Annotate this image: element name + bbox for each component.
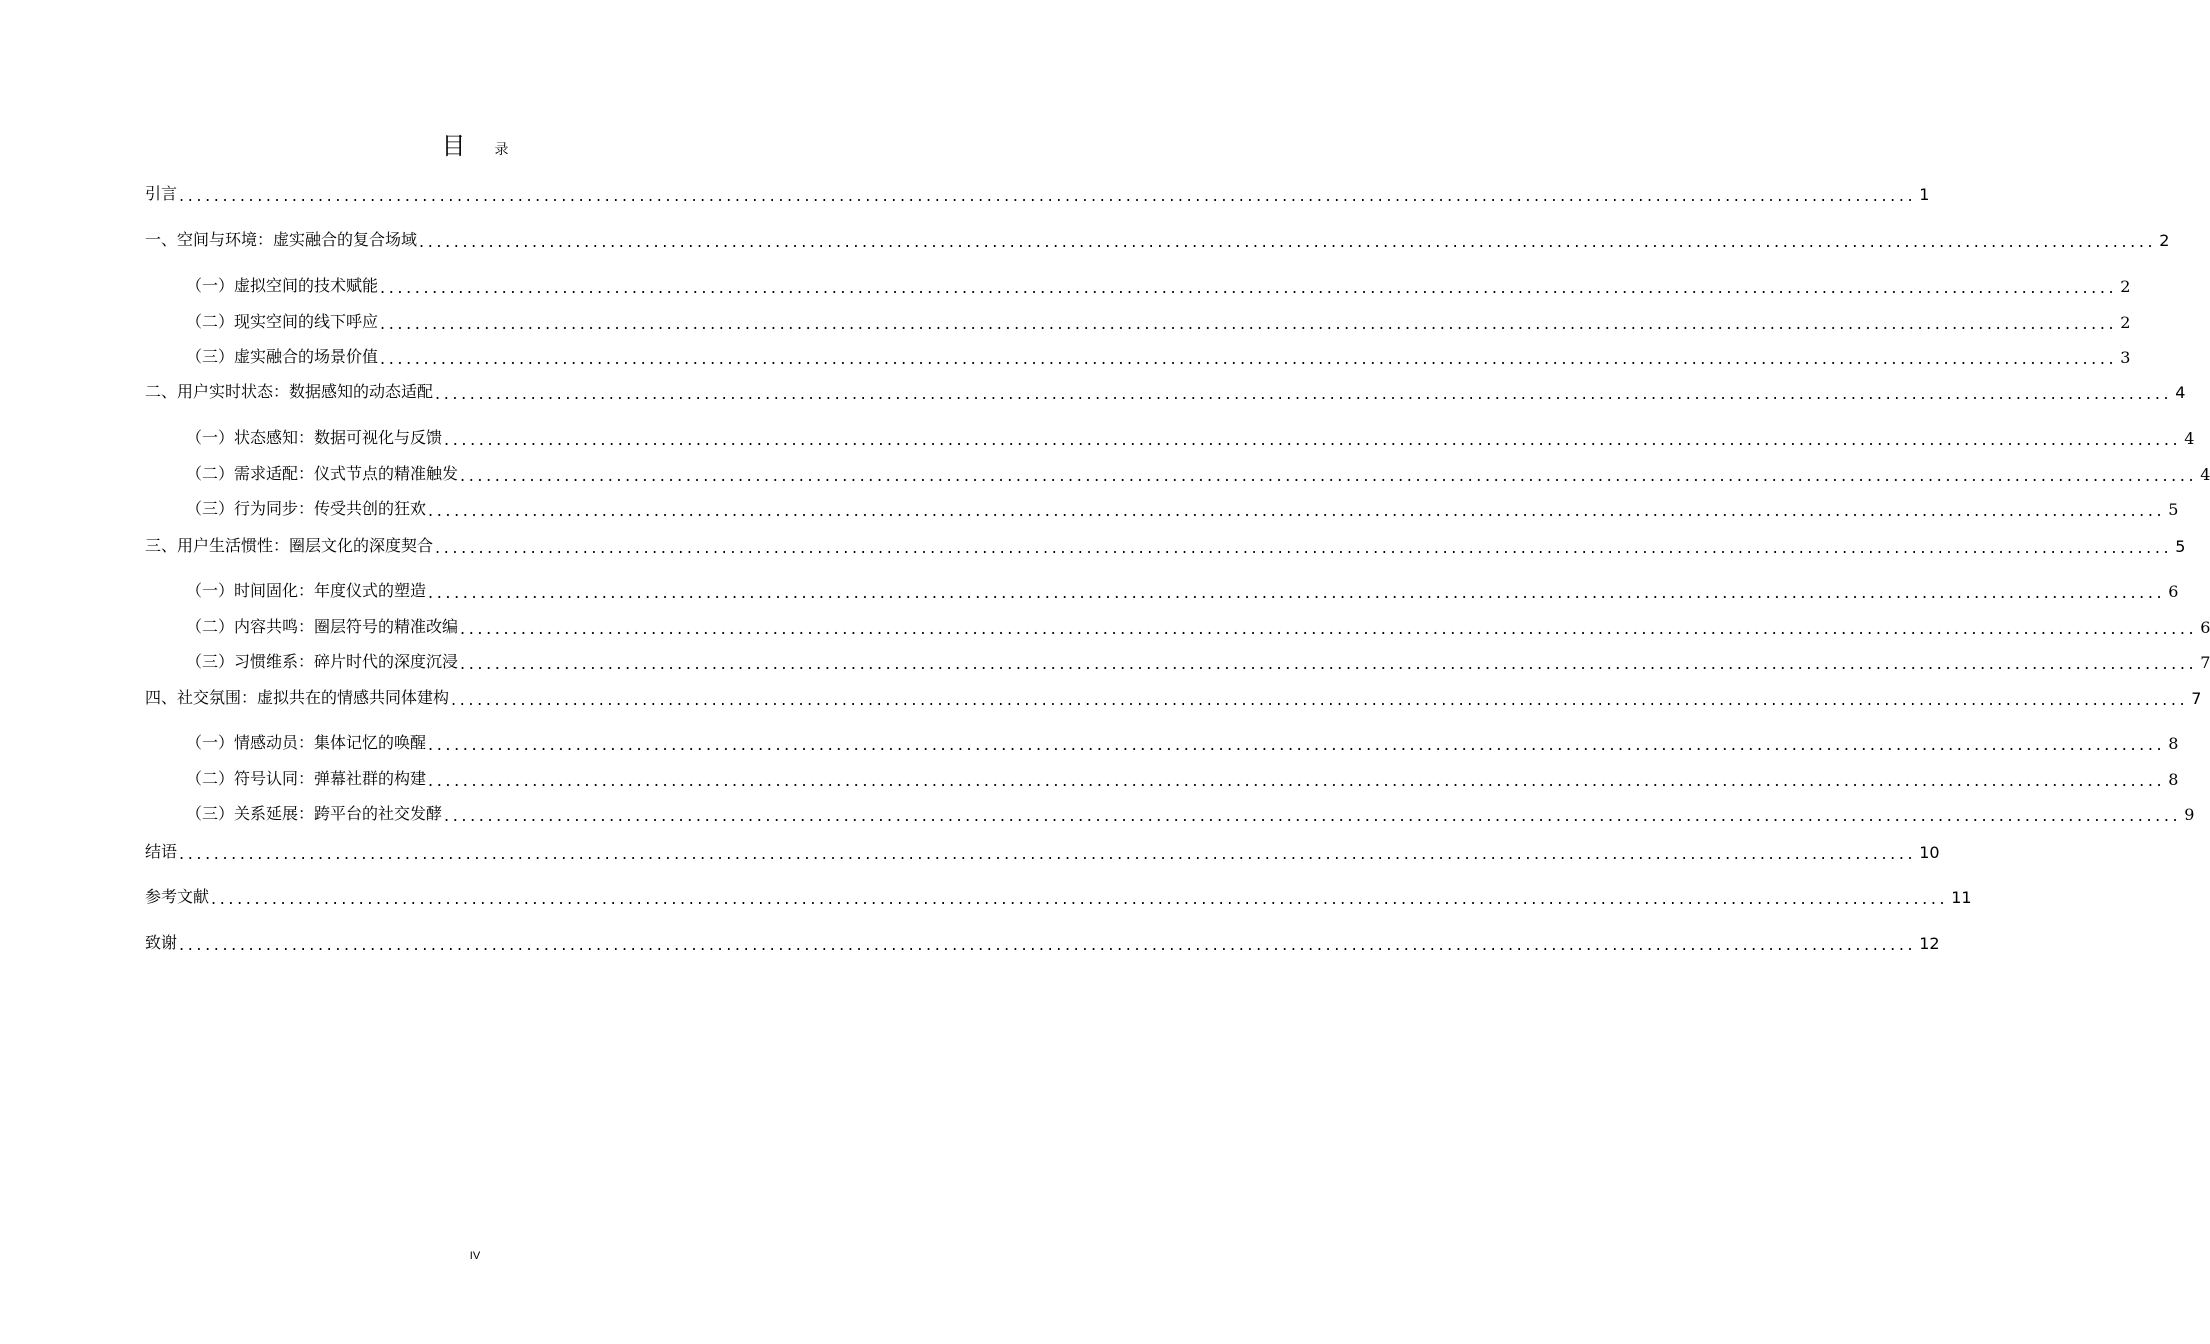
toc-entry-number: （二） (186, 769, 235, 788)
toc-leader-dots: ........................................................................................................................................................................................................ (451, 690, 2189, 709)
toc-entry-page: 5 (2168, 500, 2179, 519)
toc-entry[interactable] (145, 836, 1940, 863)
page-title (0, 126, 950, 161)
toc-leader-dots: ........................................................................................................................................................................................................ (211, 889, 1949, 908)
toc-leader-dots: ........................................................................................................................................................................................................ (444, 806, 2182, 825)
toc-leader-dots: ........................................................................................................................................................................................................ (435, 384, 2173, 403)
toc-entry-page: 4 (2200, 465, 2210, 484)
toc-entry[interactable] (186, 270, 2131, 297)
toc-entry-title: 需求适配：仪式节点的精准触发 (234, 464, 459, 483)
toc-entry[interactable] (145, 927, 1940, 954)
toc-entry-number: 二、 (145, 382, 178, 401)
toc-entry-title: 行为同步：传受共创的狂欢 (234, 499, 427, 518)
toc-entry-title: 用户实时状态：数据感知的动态适配 (177, 382, 434, 401)
toc-entry-number: （一） (186, 733, 235, 752)
toc-leader-dots: ........................................................................................................................................................................................................ (428, 771, 2166, 790)
toc-leader-dots: ........................................................................................................................................................................................................ (460, 654, 2198, 673)
toc-entry[interactable] (186, 341, 2131, 368)
toc-entry[interactable] (186, 646, 2210, 673)
toc-leader-dots: ........................................................................................................................................................................................................ (179, 844, 1917, 863)
toc-entry-page: 9 (2184, 805, 2195, 824)
toc-entry-number: （三） (186, 499, 235, 518)
toc-leader-dots: ........................................................................................................................................................................................................ (444, 430, 2182, 449)
toc-entry-number: （一） (186, 428, 235, 447)
toc-entry-title: 虚实融合的场景价值 (234, 347, 379, 366)
toc-entry-page: 2 (2120, 277, 2131, 296)
toc-entry-title: 用户生活惯性：圈层文化的深度契合 (177, 536, 434, 555)
toc-entry[interactable] (186, 763, 2179, 790)
toc-entry-page: 1 (1919, 185, 1930, 204)
toc-leader-dots: ........................................................................................................................................................................................................ (460, 619, 2198, 638)
toc-entry-page: 7 (2200, 653, 2210, 672)
toc-entry[interactable] (186, 727, 2179, 754)
toc-leader-dots: ........................................................................................................................................................................................................ (428, 501, 2166, 520)
toc-entry-page: 4 (2184, 429, 2195, 448)
toc-entry[interactable] (186, 458, 2210, 485)
toc-leader-dots: ........................................................................................................................................................................................................ (428, 735, 2166, 754)
toc-entry[interactable] (145, 881, 1972, 908)
toc-entry-title: 关系延展：跨平台的社交发酵 (234, 804, 443, 823)
toc-entry-number: （一） (186, 581, 235, 600)
toc-entry-number: （三） (186, 347, 235, 366)
toc-leader-dots: ........................................................................................................................................................................................................ (435, 538, 2173, 557)
toc-leader-dots: ........................................................................................................................................................................................................ (380, 349, 2118, 368)
title-sub: 录 (494, 142, 509, 158)
toc-entry-page: 10 (1919, 843, 1940, 862)
toc-entry-page: 6 (2168, 582, 2179, 601)
toc-entry-page: 6 (2200, 618, 2210, 637)
toc-entry-title: 社交氛围：虚拟共在的情感共同体建构 (177, 688, 450, 707)
toc-leader-dots: ........................................................................................................................................................................................................ (460, 466, 2198, 485)
toc-entry-page: 4 (2175, 383, 2186, 402)
toc-entry-page: 12 (1919, 934, 1940, 953)
toc-entry-title: 空间与环境：虚实融合的复合场域 (177, 230, 418, 249)
toc-entry[interactable] (145, 178, 1930, 205)
toc-entry[interactable] (186, 493, 2179, 520)
toc-entry-page: 5 (2175, 537, 2186, 556)
toc-entry[interactable] (145, 376, 2186, 403)
toc-entry-title: 情感动员：集体记忆的唤醒 (234, 733, 427, 752)
toc-entry-title: 内容共鸣：圈层符号的精准改编 (234, 617, 459, 636)
toc-entry[interactable] (186, 306, 2131, 333)
toc-entry-number: （三） (186, 652, 235, 671)
toc-entry-number: （二） (186, 464, 235, 483)
toc-entry-number: 四、 (145, 688, 178, 707)
toc-entry-title: 符号认同：弹幕社群的构建 (234, 769, 427, 788)
toc-entry-page: 3 (2120, 348, 2131, 367)
toc-entry-title: 结语 (145, 842, 178, 861)
toc-entry-title: 引言 (145, 184, 178, 203)
toc-entry[interactable] (145, 224, 2170, 251)
toc-entry-title: 虚拟空间的技术赋能 (234, 276, 379, 295)
toc-entry[interactable] (145, 530, 2186, 557)
toc-entry-title: 参考文献 (145, 887, 210, 906)
toc-entry-page: 8 (2168, 770, 2179, 789)
toc-entry-number: 一、 (145, 230, 178, 249)
toc-entry-title: 状态感知：数据可视化与反馈 (234, 428, 443, 447)
toc-entry-number: （一） (186, 276, 235, 295)
toc-entry[interactable] (186, 798, 2195, 825)
toc-entry[interactable] (186, 611, 2210, 638)
toc-entry-title: 现实空间的线下呼应 (234, 312, 379, 331)
toc-entry-number: （三） (186, 804, 235, 823)
toc-entry-page: 7 (2191, 689, 2202, 708)
page-number: IV (469, 1250, 481, 1262)
toc-leader-dots: ........................................................................................................................................................................................................ (380, 314, 2118, 333)
toc-leader-dots: ........................................................................................................................................................................................................ (428, 583, 2166, 602)
toc-leader-dots: ........................................................................................................................................................................................................ (179, 935, 1917, 954)
toc-entry[interactable] (186, 575, 2179, 602)
toc-entry-title: 时间固化：年度仪式的塑造 (234, 581, 427, 600)
toc-entry-title: 习惯维系：碎片时代的深度沉浸 (234, 652, 459, 671)
toc-entry-number: 三、 (145, 536, 178, 555)
toc-entry-page: 2 (2120, 313, 2131, 332)
toc-entry-page: 2 (2159, 231, 2170, 250)
toc-entry[interactable] (145, 682, 2202, 709)
toc-leader-dots: ........................................................................................................................................................................................................ (179, 186, 1917, 205)
toc-leader-dots: ........................................................................................................................................................................................................ (419, 232, 2157, 251)
toc-entry-number: （二） (186, 312, 235, 331)
toc-entry[interactable] (186, 422, 2195, 449)
title-main: 目 (441, 132, 466, 160)
toc-entry-title: 致谢 (145, 933, 178, 952)
toc-entry-page: 8 (2168, 734, 2179, 753)
toc-leader-dots: ........................................................................................................................................................................................................ (380, 278, 2118, 297)
toc-entry-number: （二） (186, 617, 235, 636)
toc-entry-page: 11 (1951, 888, 1972, 907)
